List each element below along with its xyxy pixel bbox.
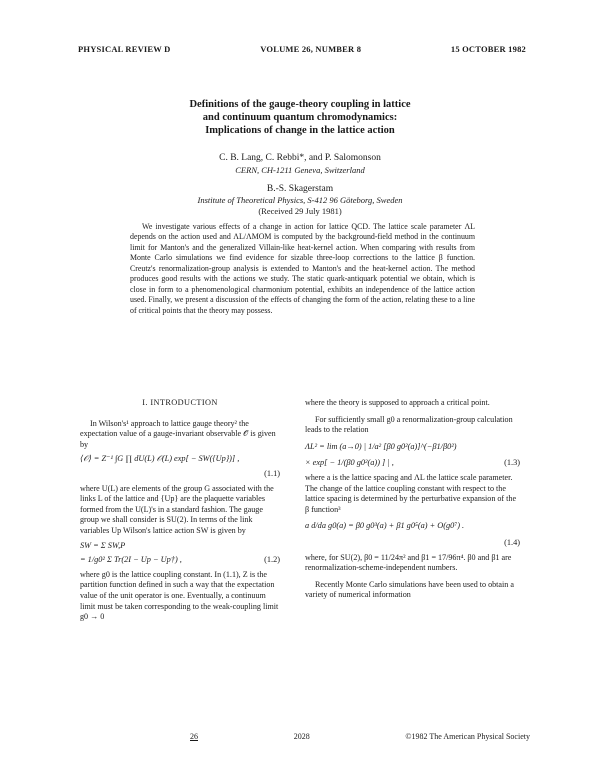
title-line-2: and continuum quantum chromodynamics: [202, 112, 398, 123]
equation-1-2a-body: SW = Σ SW,P [80, 540, 126, 550]
section-heading: I. INTRODUCTION [142, 398, 218, 407]
equation-1-3-number: (1.3) [504, 458, 520, 468]
equation-1-3b [305, 458, 520, 469]
footer-copyright: ©1982 The American Physical Society [405, 732, 530, 741]
received-date: (Received 29 July 1981) [258, 206, 342, 216]
author-group-2 [90, 184, 510, 217]
equation-1-4-number: (1.4) [504, 537, 520, 547]
left-paragraph-3: where g0 is the lattice coupling constant. In (1.1), Z is the partition function defined in such a way that the expectation value of the unit operator is one. Eventually, a continuum limit must be taken corresponding to the weak-coupling limit g0 → 0 [80, 569, 279, 622]
paper-title [90, 98, 510, 137]
author-names-2: B.-S. Skagerstam [266, 184, 334, 194]
equation-1-3b-body: × exp[ − 1/(β0 g0²(a)) ] | , [305, 458, 394, 468]
abstract-text: We investigate various effects of a change in action for lattice QCD. The lattice scale parameter ΛL depends on the action used and ΛL/ΛMOM is computed by the background-field method in the continuum limit for Manton's and the generalized Villain-like heat-kernel action. When comparing with results from Monte Carlo simulations we find evidence for sizable three-loop corrections to the lattice β function. Creutz's renormalization-group analysis is extended to Manton's and the heat-kernel action. The method produces good results with the actions we study. The static quark-antiquark potential we obtain, which is close in form to a phenomenological charmonium potential, exhibits an independence of the lattice action used. Finally, we present a discussion of the effects of changing the form of the action, relating these to a line of critical points that the theory may possess. [130, 222, 475, 315]
right-paragraph-1: where the theory is supposed to approach a critical point. [305, 398, 490, 407]
right-column [305, 398, 520, 601]
equation-1-2-number: (1.2) [264, 555, 280, 565]
footer-volume: 26 [190, 732, 198, 741]
equation-1-3a-body: ΛL² = lim (a→0) | 1/a² [β0 g0²(a)]^(−β1/β0²) [305, 441, 457, 451]
affiliation-1: CERN, CH-1211 Geneva, Switzerland [235, 165, 365, 175]
left-paragraph-1: In Wilson's¹ approach to lattice gauge theory² the expectation value of a gauge-invariant observable 𝒪 is given by [80, 418, 276, 449]
equation-1-4-body: a d/da g0(a) = β0 g0³(a) + β1 g0⁵(a) + O(g0⁷) . [305, 521, 465, 531]
right-paragraph-5: Recently Monte Carlo simulations have been used to obtain a variety of numerical information [305, 579, 514, 600]
equation-1-4-number-row [305, 538, 520, 549]
title-line-1: Definitions of the gauge-theory coupling in lattice [189, 99, 411, 110]
page-footer [190, 732, 530, 741]
equation-1-1-number: (1.1) [264, 468, 280, 478]
equation-1-3a [305, 442, 520, 453]
equation-1-2b [80, 555, 280, 566]
left-column [80, 398, 280, 623]
equation-1-1-number-row [80, 469, 280, 480]
journal-name: PHYSICAL REVIEW D [78, 44, 171, 54]
footer-page-number: 2028 [293, 732, 310, 741]
volume-number: VOLUME 26, NUMBER 8 [260, 44, 362, 54]
left-paragraph-2: where U(L) are elements of the group G associated with the links L of the lattice and {Up} are the plaquette variables formed from the U(L)'s in a standard fashion. The gauge group we shall consider is SU(2). In terms of the link variables Up Wilson's lattice action SW is given by [80, 483, 274, 535]
author-group-1 [90, 152, 510, 176]
abstract [130, 222, 475, 316]
running-header [78, 44, 526, 54]
right-paragraph-4: where, for SU(2), β0 = 11/24π² and β1 = 17/96π⁴. β0 and β1 are renormalization-scheme-independent numbers. [305, 552, 512, 573]
equation-1-1 [80, 454, 280, 465]
title-line-3: Implications of change in the lattice action [205, 125, 395, 136]
issue-date: 15 OCTOBER 1982 [450, 44, 526, 54]
right-paragraph-2: For sufficiently small g0 a renormalization-group calculation leads to the relation [305, 414, 513, 435]
author-names-1: C. B. Lang, C. Rebbi*, and P. Salomonson [219, 153, 381, 163]
equation-1-2b-body: = 1/g0² Σ Tr(2I − Up − Up†) , [80, 555, 182, 565]
equation-1-1-body: ⟨𝒪⟩ = Z⁻¹ ∫G ∏ dU(L) 𝒪(L) exp[ − SW({Up})] , [80, 454, 240, 464]
affiliation-2: Institute of Theoretical Physics, S-412 96 Göteborg, Sweden [197, 195, 403, 205]
right-paragraph-3: where a is the lattice spacing and ΛL the lattice scale parameter. The change of the lattice coupling constant with respect to the lattice spacing is determined by the perturbative expansion of the β function³ [305, 472, 517, 514]
equation-1-2a [80, 541, 280, 552]
equation-1-4 [305, 521, 520, 532]
